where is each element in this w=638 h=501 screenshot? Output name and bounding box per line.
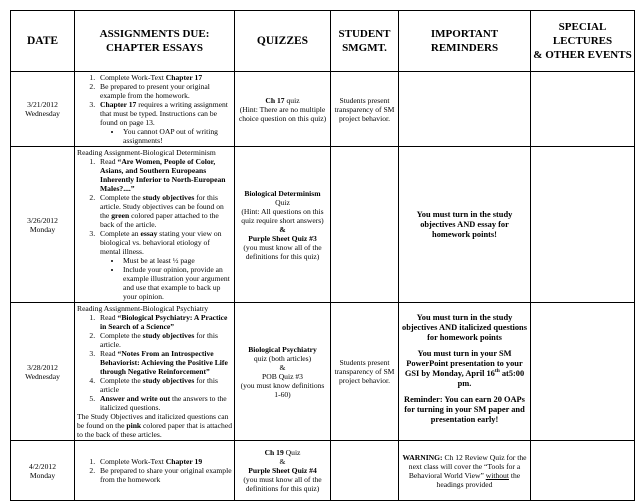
quiz-cell: Biological Psychiatry quiz (both articles) & POB Quiz #3 (you must know definitions 1-60) bbox=[235, 303, 331, 441]
header-special-lectures: SPECIAL LECTURES & OTHER EVENTS bbox=[531, 11, 635, 72]
special-lectures-cell bbox=[531, 441, 635, 501]
important-reminders-cell: WARNING: Ch 12 Review Quiz for the next class will cover the “Tools for a Behavioral World View” without the headings provided bbox=[399, 441, 531, 501]
assignment-cell: Reading Assignment-Biological Psychiatry 1. Read “Biological Psychiatry: A Practice in Search of a Science” 2. Complete the study objectives for this article. 3. Read “Notes From an Introspective Behaviorist: Achieving the Positive Life through Negative Reinforcement” 4. Complete the study objectives for this article 5. Answer and write out the answers to the italicized questions. The Study Objectives and italicized questions can be found on the pink colored paper that is attached to the back of these articles. bbox=[75, 303, 235, 441]
student-smgmt-cell: Students present transparency of SM project behavior. bbox=[331, 72, 399, 147]
quiz-cell: Biological Determinism Quiz (Hint: All questions on this quiz require short answers) & Purple Sheet Quiz #3 (you must know all of the definitions for this quiz) bbox=[235, 147, 331, 303]
important-reminders-cell bbox=[399, 72, 531, 147]
quiz-cell: Ch 17 quiz (Hint: There are no multiple choice question on this quiz) bbox=[235, 72, 331, 147]
assignment-cell: Reading Assignment-Biological Determinism 1. Read “Are Women, People of Color, Asians, and Southern Europeans Inherently Inferior to North-European Males?....” 2. Complete the study objectives for this article. Study objectives can be found on the green colored paper attached to the back of the article. 3. Complete an essay stating your view on biological vs. behavioral etiology of mental illness. • Must be at least ½ page • Include your opinion, provide an example illustration your argument and use that example to back up your opinion. bbox=[75, 147, 235, 303]
header-quizzes: QUIZZES bbox=[235, 11, 331, 72]
date-cell: 3/21/2012 Wednesday bbox=[11, 72, 75, 147]
important-reminders-cell: You must turn in the study objectives AND essay for homework points! bbox=[399, 147, 531, 303]
special-lectures-cell bbox=[531, 303, 635, 441]
schedule-row bbox=[11, 72, 635, 147]
schedule-row bbox=[11, 147, 635, 303]
important-reminders-cell: You must turn in the study objectives AND italicized questions for homework points You must turn in your SM PowerPoint presentation to your GSI by Monday, April 16th at5:00 pm. Reminder: You can earn 20 OAPs for turning in your SM paper and presentation early! bbox=[399, 303, 531, 441]
header-date: DATE bbox=[11, 11, 75, 72]
header-important-reminders: IMPORTANT REMINDERS bbox=[399, 11, 531, 72]
header-row bbox=[11, 11, 635, 72]
schedule-row bbox=[11, 303, 635, 441]
schedule-table bbox=[10, 10, 635, 501]
header-student-smgmt: STUDENT SMGMT. bbox=[331, 11, 399, 72]
student-smgmt-cell bbox=[331, 147, 399, 303]
schedule-row bbox=[11, 441, 635, 501]
student-smgmt-cell bbox=[331, 441, 399, 501]
special-lectures-cell bbox=[531, 147, 635, 303]
assignment-cell: 1. Complete Work-Text Chapter 17 2. Be prepared to present your original example from the homework. 3. Chapter 17 requires a writing assignment that must be typed. Instructions can be found on page 13. • You cannot OAP out of writing assignments! bbox=[75, 72, 235, 147]
special-lectures-cell bbox=[531, 72, 635, 147]
date-cell: 3/28/2012 Wednesday bbox=[11, 303, 75, 441]
date-cell: 3/26/2012 Monday bbox=[11, 147, 75, 303]
quiz-cell: Ch 19 Quiz & Purple Sheet Quiz #4 (you must know all of the definitions for this quiz) bbox=[235, 441, 331, 501]
assignment-cell: 1. Complete Work-Text Chapter 19 2. Be prepared to share your original example from the homework bbox=[75, 441, 235, 501]
student-smgmt-cell: Students present transparency of SM project behavior. bbox=[331, 303, 399, 441]
header-assignments: ASSIGNMENTS DUE: CHAPTER ESSAYS bbox=[75, 11, 235, 72]
date-cell: 4/2/2012 Monday bbox=[11, 441, 75, 501]
